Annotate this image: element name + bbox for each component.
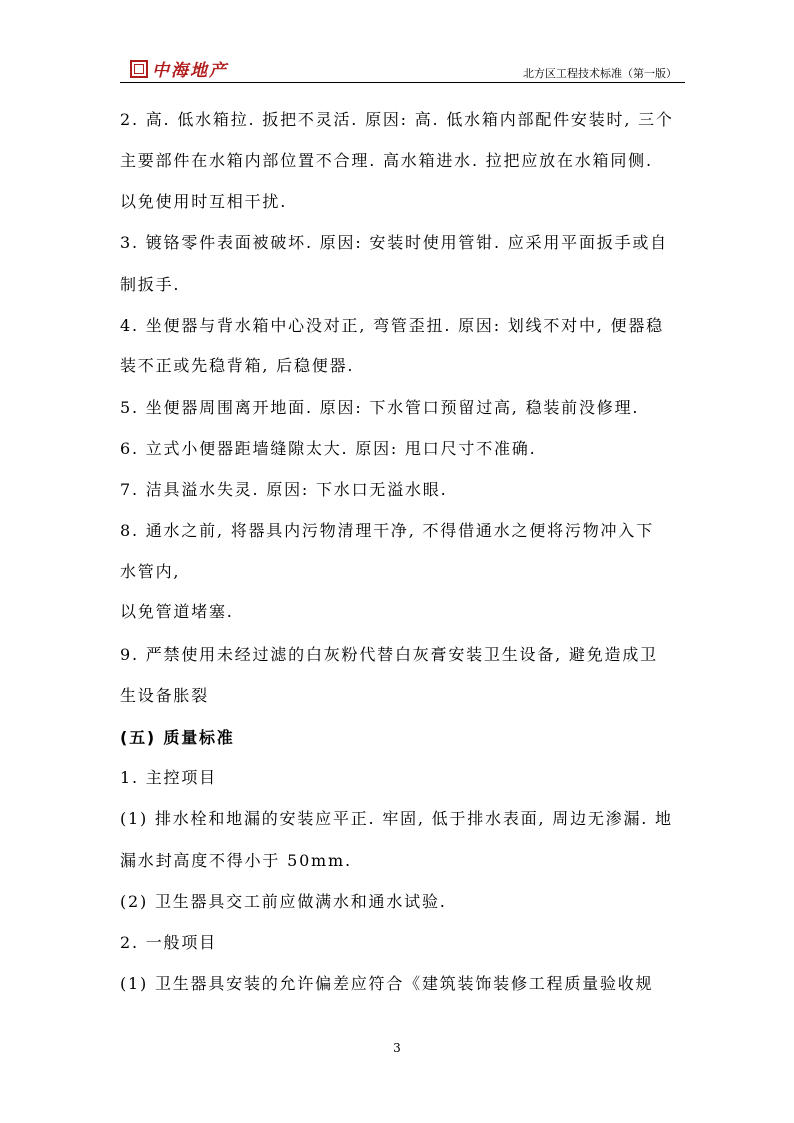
text-line: 8. 通水之前, 将器具内污物清理干净, 不得借通水之便将污物冲入下 — [120, 521, 654, 540]
section-heading: (五) 质量标准 — [120, 728, 235, 747]
text-line: 3. 镀铬零件表面被破坏. 原因: 安装时使用管钳. 应采用平面扳手或自 — [120, 233, 668, 252]
text-line: 2. 高. 低水箱拉. 扳把不灵活. 原因: 高. 低水箱内部配件安装时, 三个 — [120, 110, 674, 129]
text-line: 9. 严禁使用未经过滤的白灰粉代替白灰膏安装卫生设备, 避免造成卫 — [120, 645, 658, 664]
text-line: 装不正或先稳背箱, 后稳便器. — [120, 356, 355, 375]
text-line: 制扳手. — [120, 275, 181, 294]
text-line: (1) 卫生器具安装的允许偏差应符合《建筑装饰装修工程质量验收规 — [120, 974, 654, 993]
text-line: 以免使用时互相干扰. — [120, 192, 288, 211]
text-line: 主要部件在水箱内部位置不合理. 高水箱进水. 拉把应放在水箱同侧. — [120, 151, 653, 170]
logo-mark-icon — [130, 60, 148, 78]
text-line: 1. 主控项目 — [120, 768, 217, 787]
text-line: 漏水封高度不得小于 50mm. — [120, 851, 352, 870]
text-line: 6. 立式小便器距墙缝隙太大. 原因: 甩口尺寸不准确. — [120, 439, 537, 458]
page-header — [120, 52, 685, 83]
header-title: 北方区工程技术标准（第一版） — [523, 67, 677, 80]
text-line: 生设备胀裂 — [120, 686, 210, 705]
text-line: 以免管道堵塞. — [120, 602, 234, 621]
company-logo — [130, 56, 228, 81]
text-line: (2) 卫生器具交工前应做满水和通水试验. — [120, 892, 447, 911]
text-line: 7. 洁具溢水失灵. 原因: 下水口无溢水眼. — [120, 480, 448, 499]
page-number: 3 — [393, 1041, 401, 1055]
text-line: 5. 坐便器周围离开地面. 原因: 下水管口预留过高, 稳装前没修理. — [120, 398, 640, 417]
text-line: 4. 坐便器与背水箱中心没对正, 弯管歪扭. 原因: 划线不对中, 便器稳 — [120, 316, 664, 335]
text-line: 2. 一般项目 — [120, 933, 217, 952]
text-line: 水管内, — [120, 562, 181, 581]
logo-text: 中海地产 — [152, 61, 228, 81]
text-line: (1) 排水栓和地漏的安装应平正. 牢固, 低于排水表面, 周边无渗漏. 地 — [120, 809, 673, 828]
